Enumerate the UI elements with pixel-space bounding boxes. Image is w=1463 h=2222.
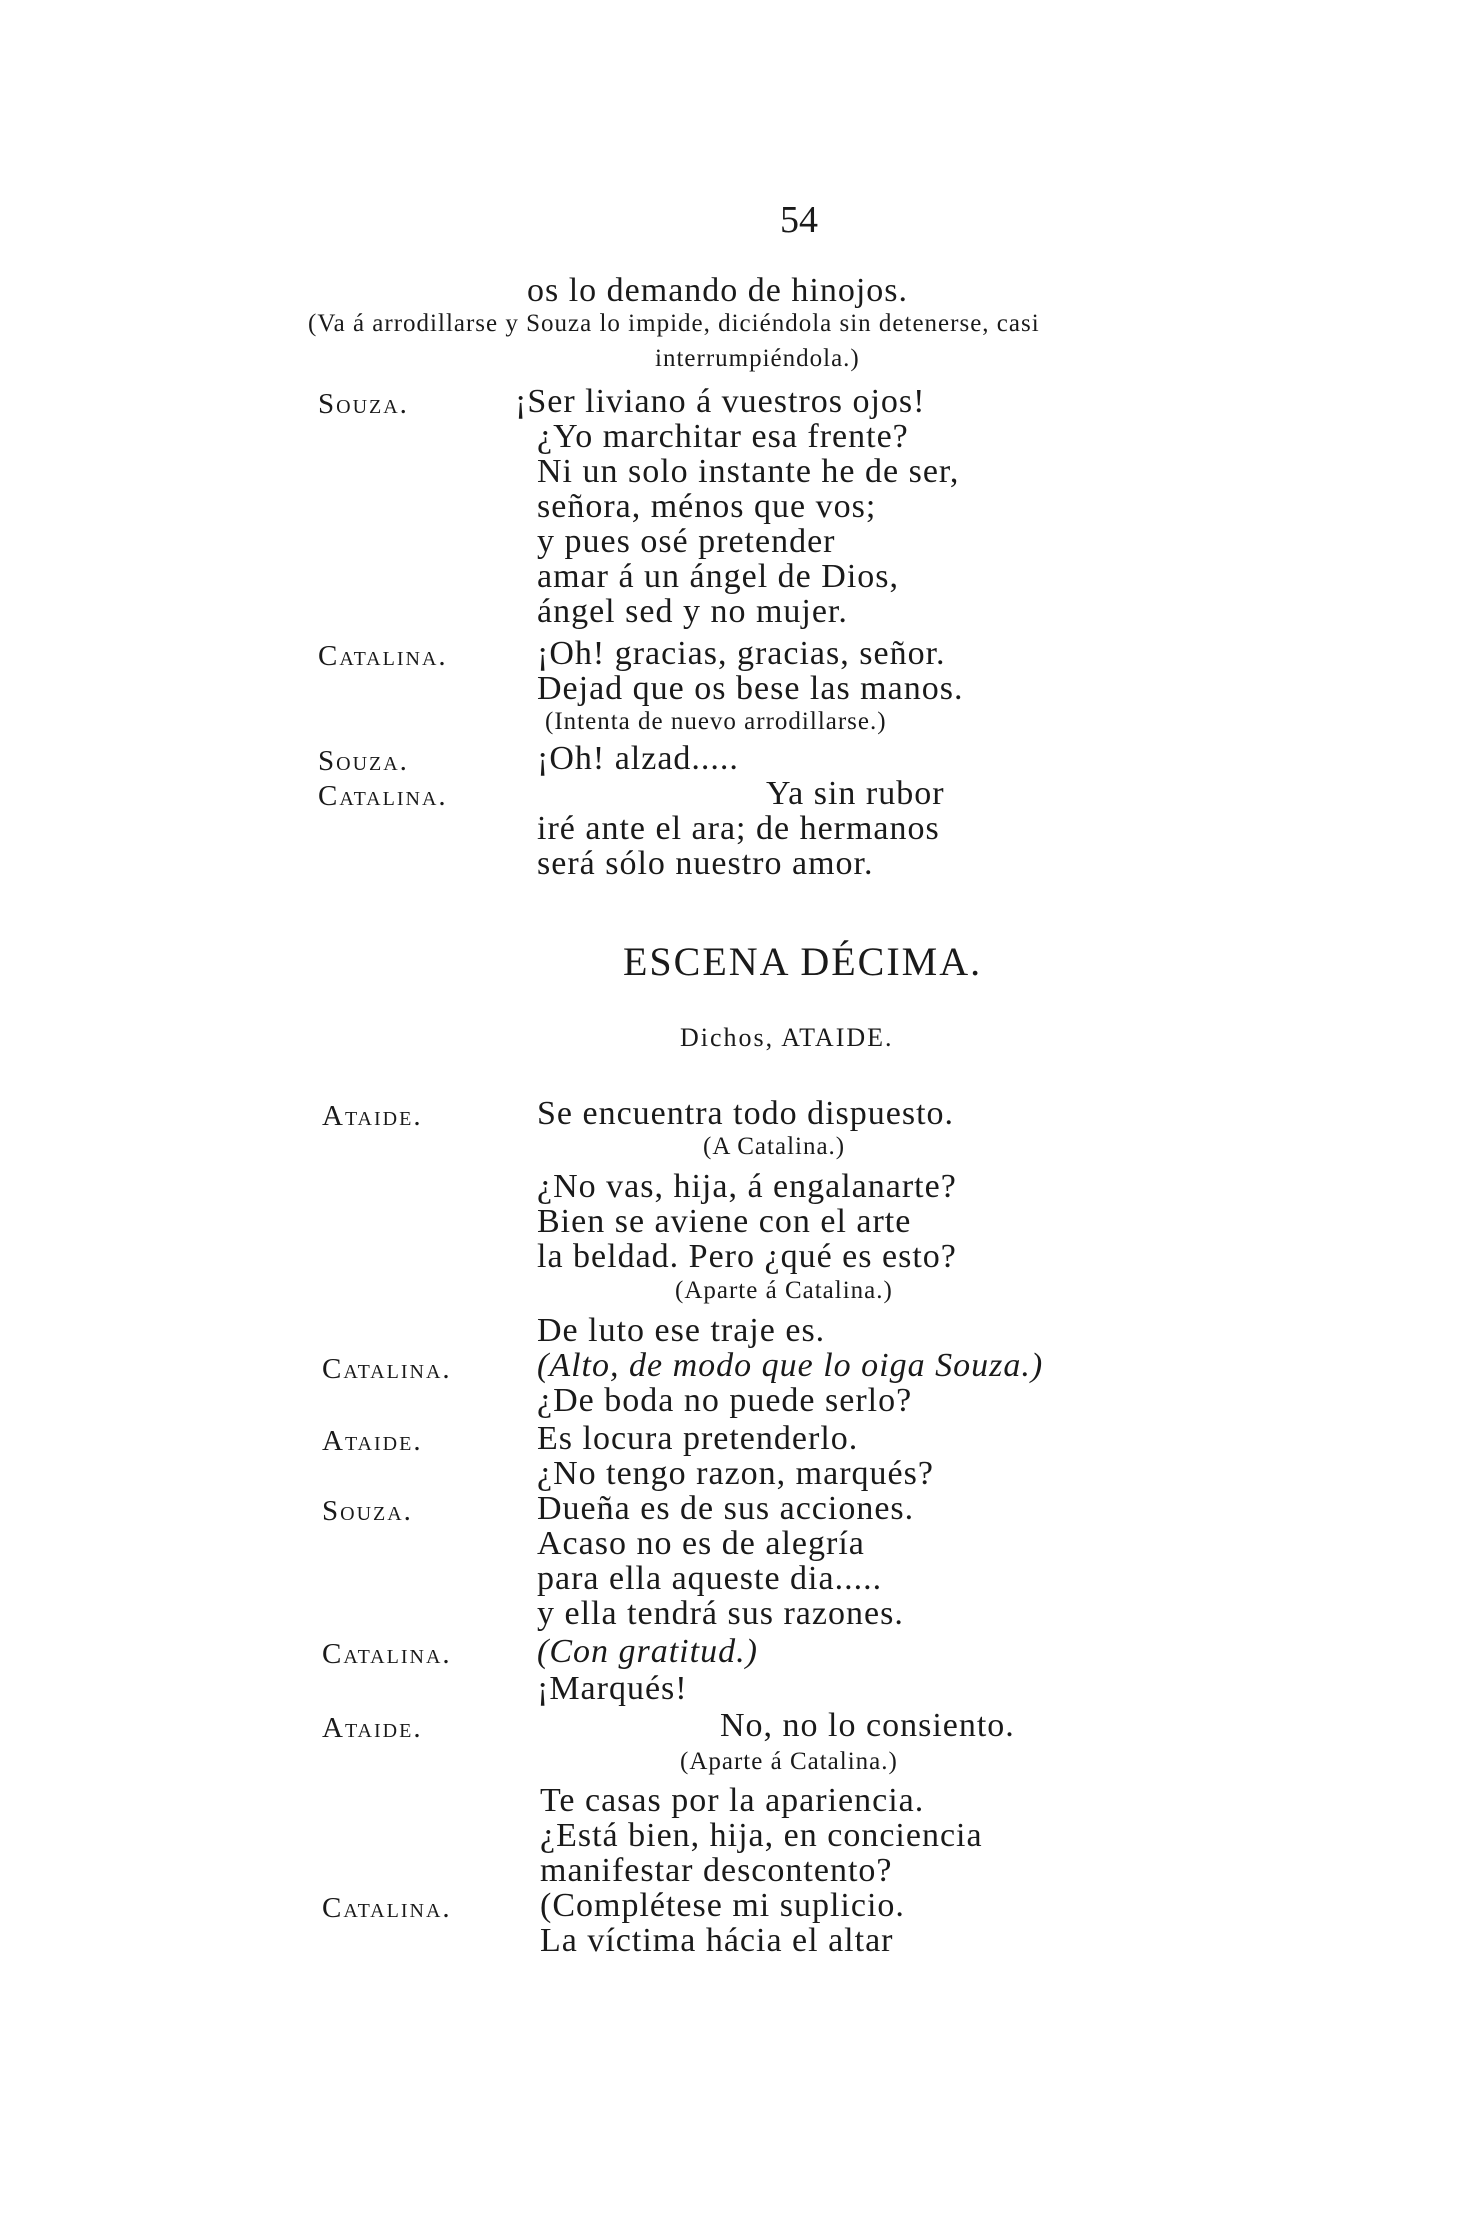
speaker-catalina: Catalina. xyxy=(322,1353,452,1385)
verse-line: ¡Oh! gracias, gracias, señor. xyxy=(537,635,946,672)
verse-line: amar á un ángel de Dios, xyxy=(537,558,899,595)
verse-line: Dueña es de sus acciones. xyxy=(537,1490,915,1527)
speaker-catalina: Catalina. xyxy=(318,780,448,812)
verse-line: para ella aqueste dia..... xyxy=(537,1560,883,1597)
verse-line: De luto ese traje es. xyxy=(537,1312,826,1349)
verse-line: y pues osé pretender xyxy=(537,523,836,560)
speaker-catalina: Catalina. xyxy=(322,1892,452,1924)
verse-line: Bien se aviene con el arte xyxy=(537,1203,912,1240)
verse-line: será sólo nuestro amor. xyxy=(537,845,874,882)
verse-line: Te casas por la apariencia. xyxy=(540,1782,925,1819)
stage-direction: interrumpiéndola.) xyxy=(655,345,860,372)
verse-line: ¿Está bien, hija, en conciencia xyxy=(540,1817,983,1854)
verse-line: Es locura pretenderlo. xyxy=(537,1420,859,1457)
speaker-catalina: Catalina. xyxy=(322,1638,452,1670)
verse-line: ¡Ser liviano á vuestros ojos! xyxy=(515,383,926,420)
stage-direction-italic: (Alto, de modo que lo oiga Souza.) xyxy=(537,1347,1044,1384)
speaker-souza: Souza. xyxy=(322,1495,413,1527)
speaker-ataide: Ataide. xyxy=(322,1100,423,1132)
speaker-ataide: Ataide. xyxy=(322,1712,423,1744)
stage-direction: (Va á arrodillarse y Souza lo impide, diciéndola sin detenerse, casi xyxy=(308,310,1040,337)
page-number: 54 xyxy=(780,199,818,241)
verse-line: os lo demando de hinojos. xyxy=(527,272,909,309)
verse-line: ¿No tengo razon, marqués? xyxy=(537,1455,934,1492)
verse-line: Se encuentra todo dispuesto. xyxy=(537,1095,955,1132)
verse-line: Ya sin rubor xyxy=(766,775,945,812)
scene-title: ESCENA DÉCIMA. xyxy=(623,939,983,984)
stage-direction: (A Catalina.) xyxy=(703,1133,846,1160)
verse-line: ¿De boda no puede serlo? xyxy=(537,1382,913,1419)
verse-line: ángel sed y no mujer. xyxy=(537,593,848,630)
stage-direction: (Intenta de nuevo arrodillarse.) xyxy=(545,708,887,735)
verse-line: iré ante el ara; de hermanos xyxy=(537,810,940,847)
stage-direction: (Aparte á Catalina.) xyxy=(680,1748,898,1775)
verse-line: ¿No vas, hija, á engalanarte? xyxy=(537,1168,957,1205)
verse-line: Ni un solo instante he de ser, xyxy=(537,453,960,490)
verse-line: No, no lo consiento. xyxy=(720,1707,1015,1744)
verse-line: y ella tendrá sus razones. xyxy=(537,1595,904,1632)
verse-line: manifestar descontento? xyxy=(540,1852,893,1889)
speaker-ataide: Ataide. xyxy=(322,1425,423,1457)
verse-line: Dejad que os bese las manos. xyxy=(537,670,964,707)
verse-line: ¿Yo marchitar esa frente? xyxy=(537,418,909,455)
verse-line: La víctima hácia el altar xyxy=(540,1922,894,1959)
speaker-catalina: Catalina. xyxy=(318,640,448,672)
verse-line: Acaso no es de alegría xyxy=(537,1525,865,1562)
stage-direction-italic: (Con gratitud.) xyxy=(537,1633,758,1670)
stage-direction: (Aparte á Catalina.) xyxy=(675,1277,893,1304)
verse-line: ¡Marqués! xyxy=(537,1670,688,1707)
verse-line: ¡Oh! alzad..... xyxy=(537,740,739,777)
verse-line: señora, ménos que vos; xyxy=(537,488,877,525)
verse-line: (Complétese mi suplicio. xyxy=(540,1887,905,1924)
speaker-souza: Souza. xyxy=(318,745,409,777)
speaker-souza: Souza. xyxy=(318,388,409,420)
verse-line: la beldad. Pero ¿qué es esto? xyxy=(537,1238,957,1275)
scene-characters: Dichos, ATAIDE. xyxy=(680,1023,894,1052)
